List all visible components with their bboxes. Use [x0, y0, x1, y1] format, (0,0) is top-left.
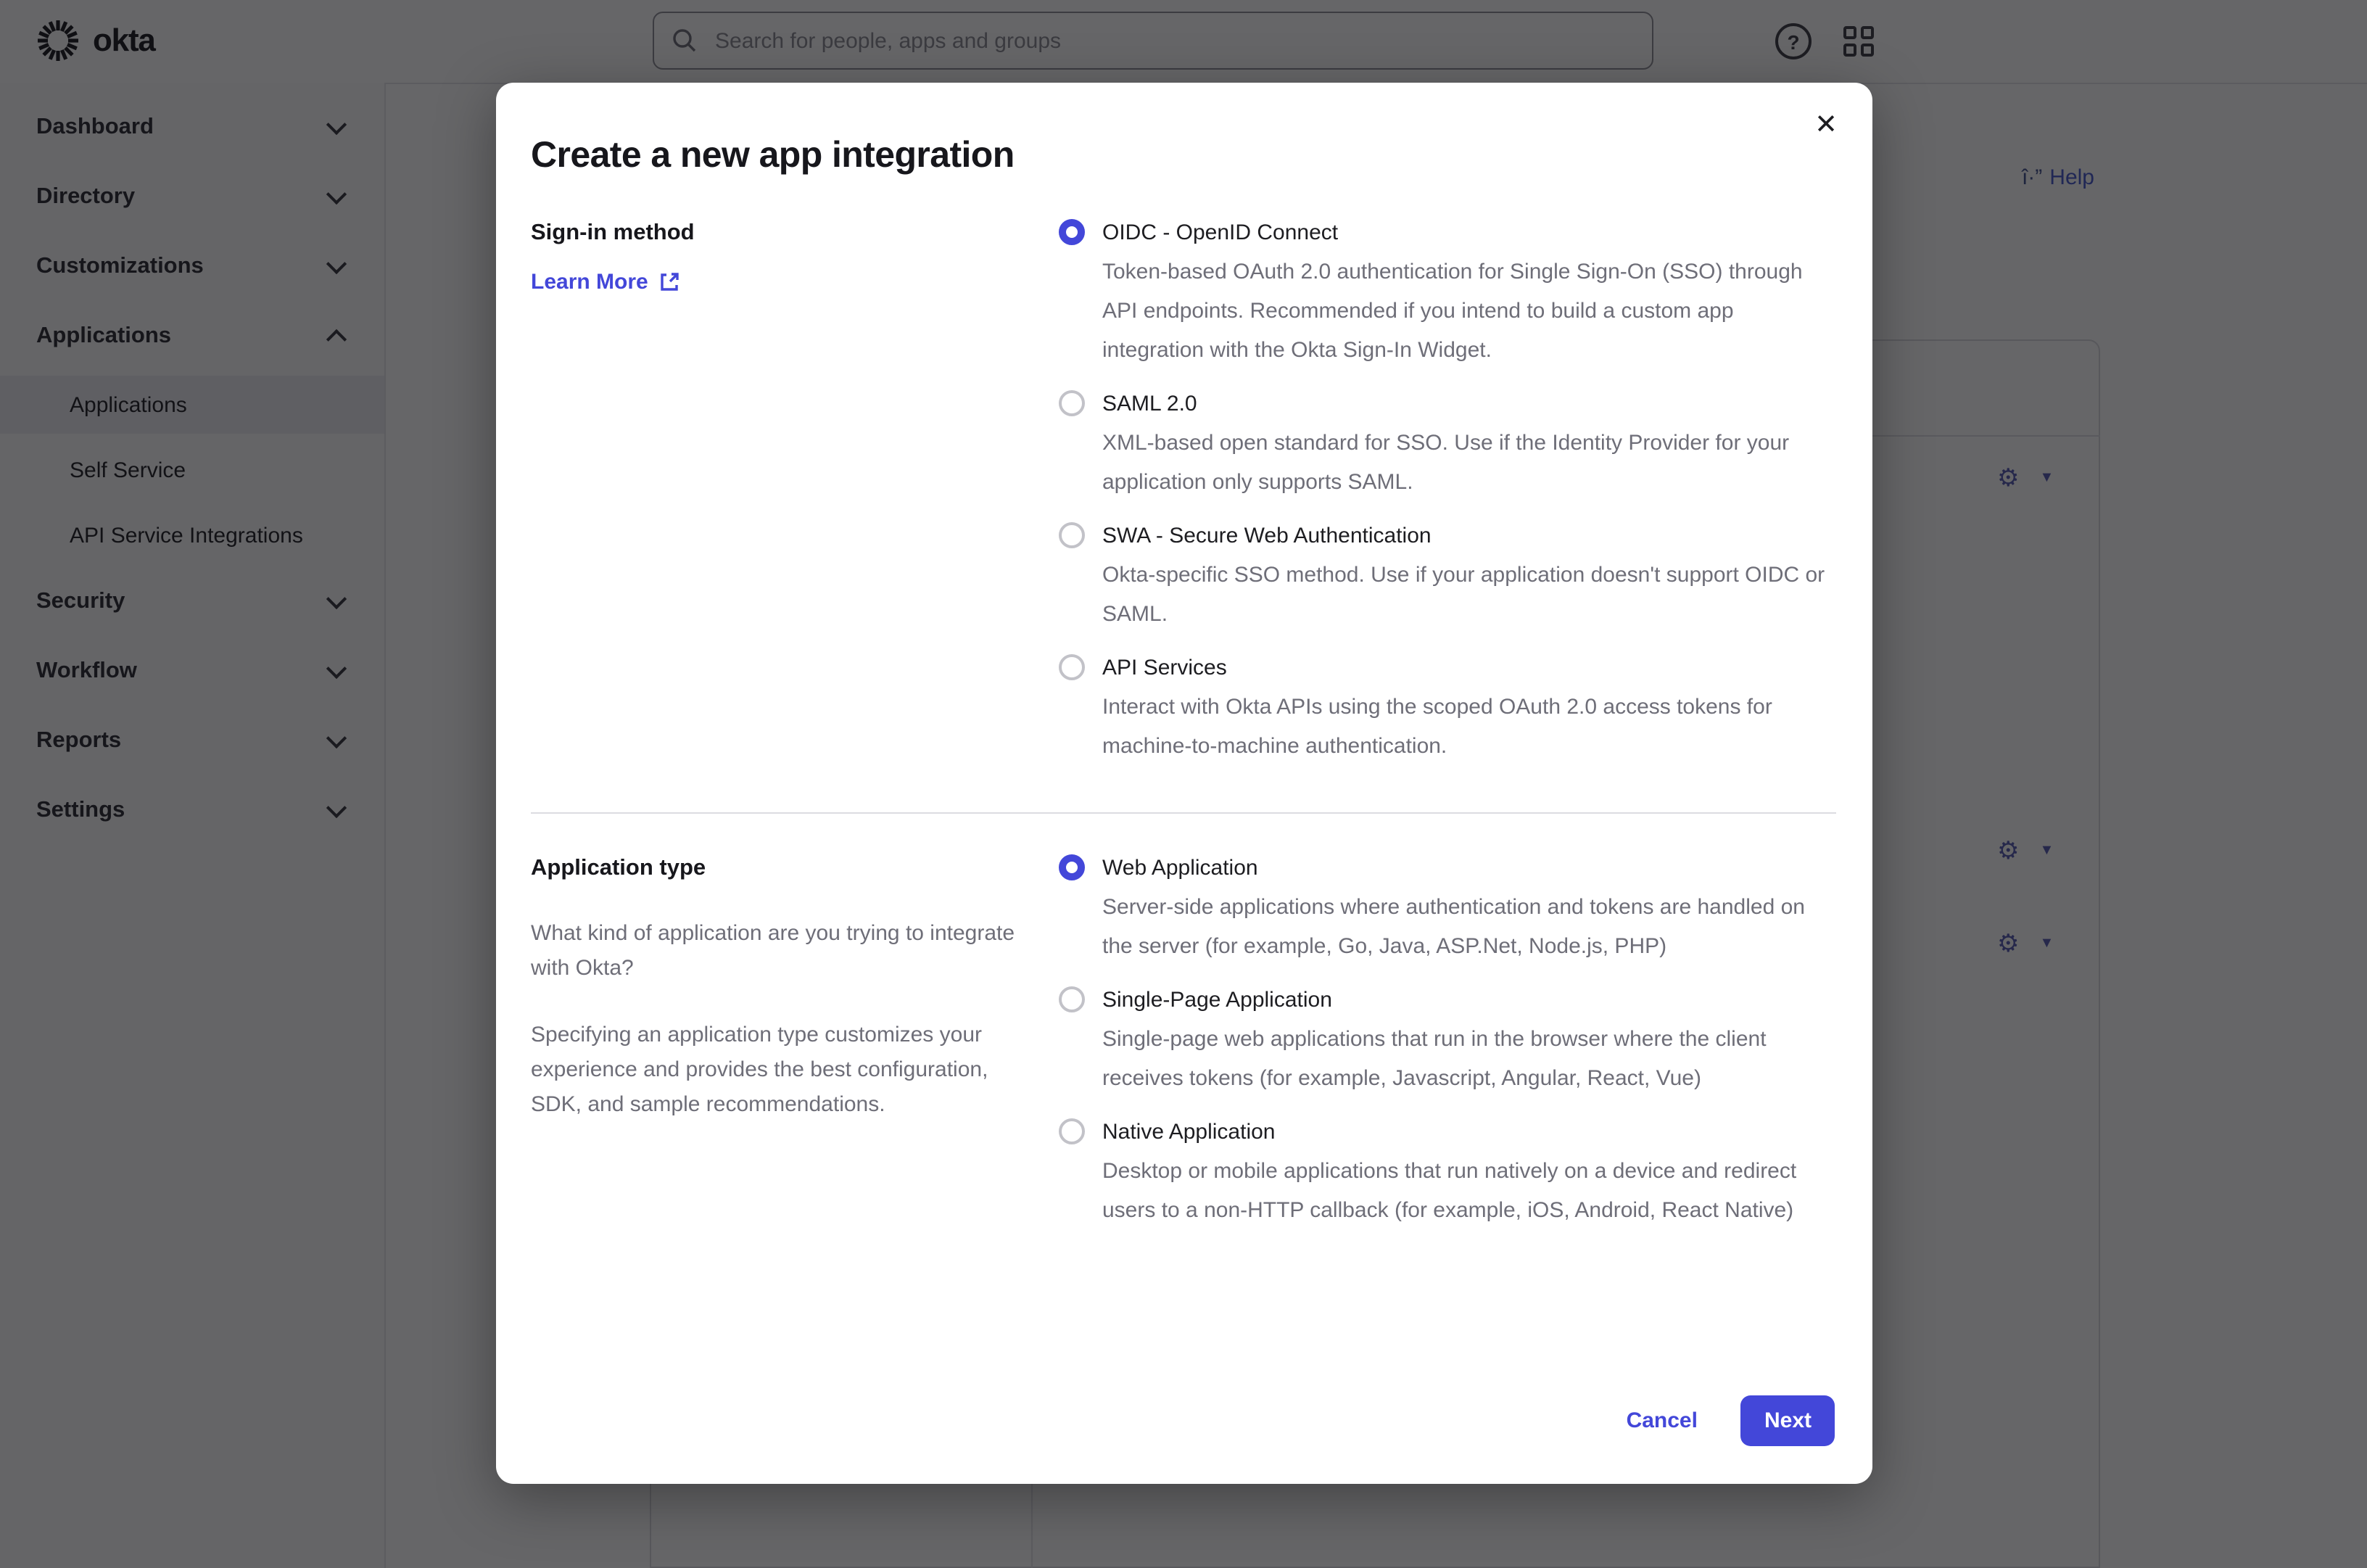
option-description: Interact with Okta APIs using the scoped OAuth 2.0 access tokens for machine-to-machine authentication.: [1102, 695, 1772, 759]
radio-unselected-icon[interactable]: [1059, 1118, 1085, 1144]
option-label: SWA - Secure Web Authentication: [1102, 524, 1432, 548]
option-description: Desktop or mobile applications that run natively on a device and redirect users to a non-HTTP callback (for example, iOS, Android, React Native): [1102, 1159, 1797, 1223]
radio-unselected-icon[interactable]: [1059, 986, 1085, 1012]
apptype-option-web[interactable]: [1059, 849, 1838, 966]
option-description: Token-based OAuth 2.0 authentication for Single Sign-On (SSO) through API endpoints. Recommended if you intend to build a custom app integration with the Okta Sign-In Widget.: [1102, 260, 1803, 363]
signin-method-section: [531, 213, 1838, 780]
option-label: SAML 2.0: [1102, 392, 1197, 416]
radio-unselected-icon[interactable]: [1059, 522, 1085, 548]
signin-option-swa[interactable]: [1059, 516, 1838, 634]
section-divider: [531, 812, 1836, 814]
option-label: Native Application: [1102, 1120, 1276, 1144]
option-description: Single-page web applications that run in the browser where the client receives tokens (for example, Javascript, Angular, React, Vue): [1102, 1027, 1767, 1091]
option-label: Single-Page Application: [1102, 988, 1332, 1012]
next-button[interactable]: Next: [1741, 1395, 1835, 1446]
close-icon[interactable]: ✕: [1814, 110, 1838, 141]
signin-option-api-services[interactable]: [1059, 648, 1838, 766]
external-link-icon: [658, 271, 680, 293]
application-type-heading: Application type: [531, 856, 706, 880]
option-description: Okta-specific SSO method. Use if your application doesn't support OIDC or SAML.: [1102, 563, 1825, 627]
application-type-section: [531, 849, 1838, 1245]
application-type-intro: What kind of application are you trying to integrate with Okta?: [531, 921, 1015, 981]
signin-option-oidc[interactable]: [1059, 213, 1838, 370]
radio-unselected-icon[interactable]: [1059, 390, 1085, 416]
option-label: API Services: [1102, 656, 1227, 680]
option-description: Server-side applications where authentication and tokens are handled on the server (for example, Go, Java, ASP.Net, Node.js, PHP): [1102, 895, 1805, 959]
radio-selected-icon[interactable]: [1059, 854, 1085, 880]
radio-selected-icon[interactable]: [1059, 219, 1085, 245]
cancel-button[interactable]: Cancel: [1626, 1408, 1698, 1433]
dialog-footer: [1627, 1395, 1835, 1446]
apptype-option-spa[interactable]: [1059, 981, 1838, 1098]
signin-option-saml[interactable]: [1059, 384, 1838, 502]
option-label: Web Application: [1102, 856, 1258, 880]
radio-unselected-icon[interactable]: [1059, 654, 1085, 680]
application-type-note: Specifying an application type customizes your experience and provides the best configuration, SDK, and sample recommendations.: [531, 1023, 988, 1117]
option-description: XML-based open standard for SSO. Use if the Identity Provider for your application only supports SAML.: [1102, 431, 1790, 495]
create-app-integration-dialog: [496, 83, 1872, 1484]
apptype-option-native[interactable]: [1059, 1113, 1838, 1230]
dialog-title: Create a new app integration: [531, 135, 1015, 176]
learn-more-link[interactable]: Learn More: [531, 263, 1015, 302]
option-label: OIDC - OpenID Connect: [1102, 220, 1339, 245]
signin-method-heading: Sign-in method: [531, 220, 695, 245]
